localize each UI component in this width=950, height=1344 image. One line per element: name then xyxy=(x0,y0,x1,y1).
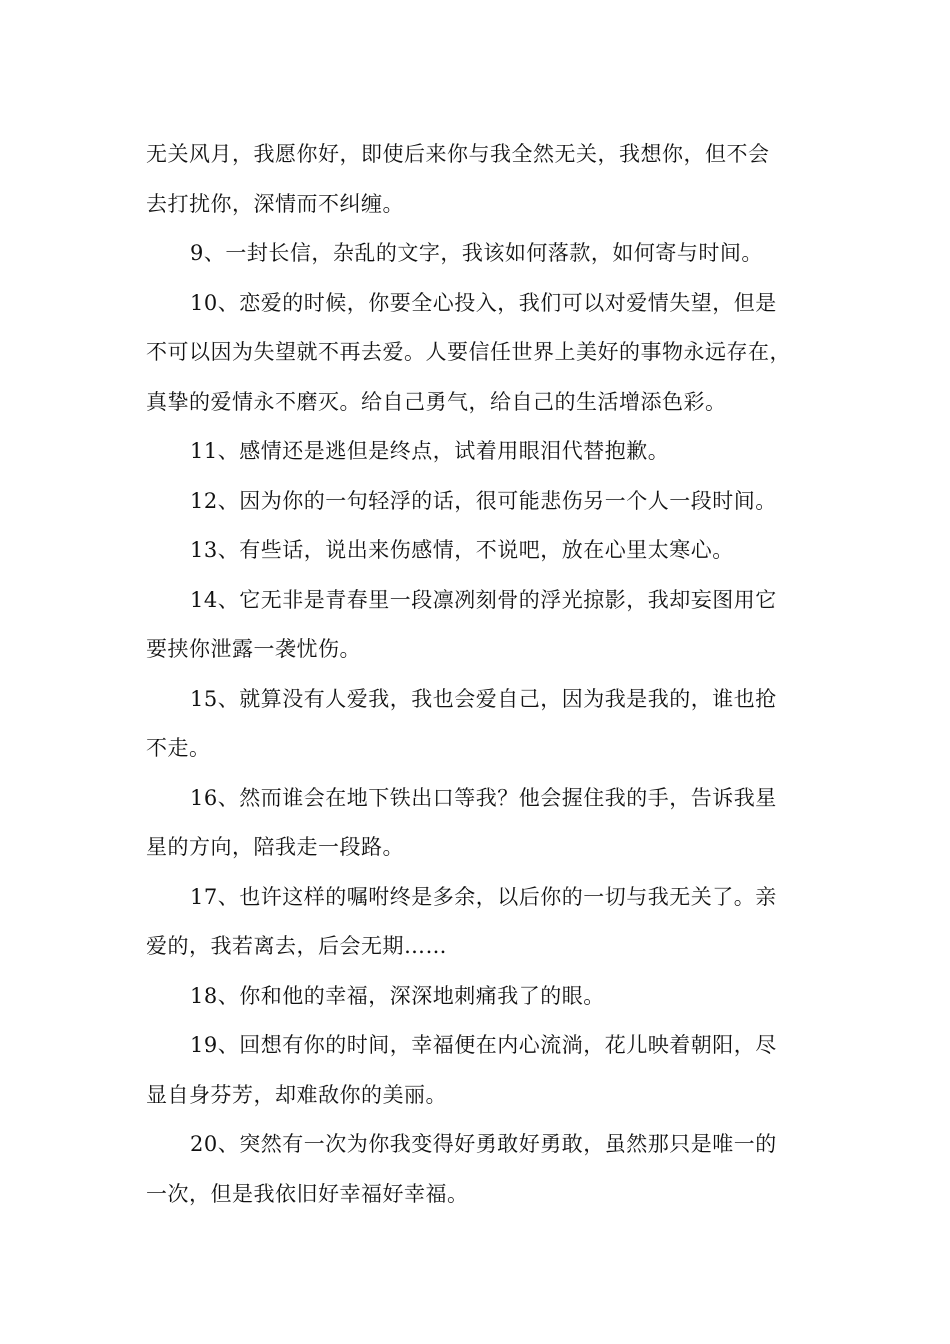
text-line: 9、一封长信，杂乱的文字，我该如何落款，如何寄与时间。 xyxy=(190,241,763,265)
paragraph-9 xyxy=(146,229,812,279)
text-line: 16、然而谁会在地下铁出口等我？他会握住我的手，告诉我星 xyxy=(190,785,777,810)
text-line: 一次，但是我依旧好幸福好幸福。 xyxy=(146,1181,469,1206)
text-line: 12、因为你的一句轻浮的话，很可能悲伤另一个人一段时间。 xyxy=(190,488,777,513)
text-line: 20、突然有一次为你我变得好勇敢好勇敢，虽然那只是唯一的 xyxy=(190,1132,777,1156)
text-line: 15、就算没有人爱我，我也会爱自己，因为我是我的，谁也抢 xyxy=(190,686,777,711)
text-line: 无关风月，我愿你好，即使后来你与我全然无关，我想你，但不会 xyxy=(146,142,770,166)
text-line: 11、感情还是逃但是终点，试着用眼泪代替抱歉。 xyxy=(190,439,670,463)
paragraph-8-continued xyxy=(146,130,812,229)
text-line: 爱的，我若离去，后会无期…… xyxy=(146,934,447,958)
paragraph-12 xyxy=(146,477,812,527)
text-line: 真挚的爱情永不磨灭。给自己勇气，给自己的生活增添色彩。 xyxy=(146,389,727,414)
text-line: 18、你和他的幸福，深深地刺痛我了的眼。 xyxy=(190,983,605,1008)
text-line: 不可以因为失望就不再去爱。人要信任世界上美好的事物永远存在， xyxy=(146,340,791,364)
paragraph-19 xyxy=(146,1021,812,1120)
text-line: 14、它无非是青春里一段凛冽刻骨的浮光掠影，我却妄图用它 xyxy=(190,587,777,612)
text-line: 17、也许这样的嘱咐终是多余，以后你的一切与我无关了。亲 xyxy=(190,884,777,909)
text-line: 13、有些话，说出来伤感情，不说吧，放在心里太寒心。 xyxy=(190,538,734,562)
paragraph-18 xyxy=(146,972,812,1022)
paragraph-17 xyxy=(146,873,812,972)
paragraph-20 xyxy=(146,1120,812,1219)
text-line: 显自身芬芳，却难敌你的美丽。 xyxy=(146,1082,447,1107)
paragraph-11 xyxy=(146,427,812,477)
paragraph-14 xyxy=(146,576,812,675)
paragraph-15 xyxy=(146,675,812,774)
paragraph-16 xyxy=(146,774,812,873)
text-line: 10、恋爱的时候，你要全心投入，我们可以对爱情失望，但是 xyxy=(190,290,777,315)
text-line: 不走。 xyxy=(146,736,211,760)
text-line: 星的方向，陪我走一段路。 xyxy=(146,835,404,859)
document-body xyxy=(146,130,812,1219)
text-line: 要挟你泄露一袭忧伤。 xyxy=(146,637,361,661)
paragraph-10 xyxy=(146,279,812,428)
text-line: 19、回想有你的时间，幸福便在内心流淌，花儿映着朝阳，尽 xyxy=(190,1033,777,1057)
paragraph-13 xyxy=(146,526,812,576)
text-line: 去打扰你，深情而不纠缠。 xyxy=(146,191,404,216)
